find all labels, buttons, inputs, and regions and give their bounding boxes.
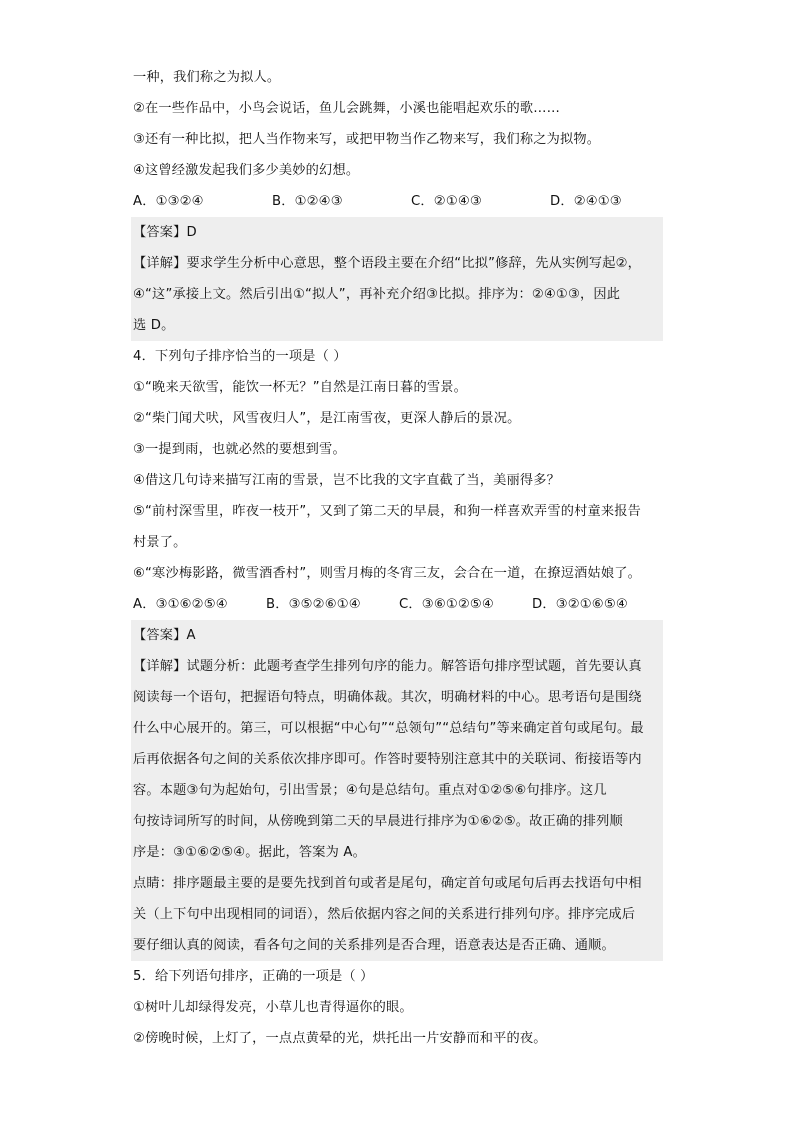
q4-line: ⑥“寒沙梅影路，微雪酒香村”，则雪月梅的冬宵三友，会合在一道，在撩逗酒姑娘了。	[133, 566, 642, 581]
q4-line: ⑤“前村深雪里，昨夜一枝开”，又到了第二天的早晨，和狗一样喜欢弄雪的村童来报告	[133, 504, 642, 519]
q4-line: ③一提到雨，也就必然的要想到雪。	[133, 442, 346, 457]
q3-line: ④这曾经激发起我们多少美妙的幻想。	[133, 163, 360, 178]
document-page	[133, 62, 663, 1054]
q4-option-d: D．③②①⑥⑤④	[532, 597, 628, 612]
q4-detail-line: 容。本题③句为起始句，引出雪景；④句是总结句。重点对①②⑤⑥句排序。这几	[133, 783, 607, 798]
q3-options	[133, 186, 663, 217]
q4-detail-line: 后再依据各句之间的关系依次排序即可。作答时要特别注意其中的关联词、衔接语等内	[133, 752, 642, 767]
q3-answer-block	[131, 217, 663, 341]
q4-line: ②“柴门闻犬吠，风雪夜归人”，是江南雪夜，更深人静后的景况。	[133, 411, 521, 426]
q3-line: ③还有一种比拟，把人当作物来写，或把甲物当作乙物来写，我们称之为拟物。	[133, 132, 601, 147]
q3-answer: 【答案】D	[133, 225, 197, 240]
q4-answer-block	[131, 620, 663, 961]
q4-answer: 【答案】A	[133, 628, 196, 643]
q4-detail-line: 要仔细认真的阅读，看各句之间的关系排列是否合理，语意表达是否正确、通顺。	[133, 938, 615, 953]
q4-detail-line: 【详解】试题分析：此题考查学生排列句序的能力。解答语句排序型试题，首先要认真	[133, 659, 642, 674]
q3-option-b: B．①②④③	[272, 194, 343, 209]
q3-line: 一种，我们称之为拟人。	[133, 70, 281, 85]
q4-title: 4．下列句子排序恰当的一项是（ ）	[133, 349, 347, 364]
q3-detail-line: 【详解】要求学生分析中心意思，整个语段主要在介绍“比拟”修辞，先从实例写起②，	[133, 256, 642, 271]
q4-option-a: A．③①⑥②⑤④	[133, 597, 228, 612]
q3-option-c: C．②①④③	[411, 194, 482, 209]
q4-line: ①“晚来天欲雪，能饮一杯无？”自然是江南日暮的雪景。	[133, 380, 467, 395]
q4-detail-line: 点睛：排序题最主要的是要先找到首句或者是尾句，确定首句或尾句后再去找语句中相	[133, 876, 642, 891]
q4-option-c: C．③⑥①②⑤④	[399, 597, 494, 612]
q3-detail-line: 选 D。	[133, 318, 175, 333]
q4-detail-line: 关（上下句中出现相同的词语），然后依据内容之间的关系进行排列句序。排序完成后	[133, 907, 636, 922]
q5-line: ②傍晚时候，上灯了，一点点黄晕的光，烘托出一片安静而和平的夜。	[133, 1031, 547, 1046]
q4-detail-line: 句按诗词所写的时间，从傍晚到第二天的早晨进行排序为①⑥②⑤。故正确的排列顺	[133, 814, 623, 829]
q4-line: 村景了。	[133, 535, 187, 550]
q4-detail-line: 什么中心展开的。第三，可以根据“中心句”“总领句”“总结句”等来确定首句或尾句。最	[133, 721, 644, 736]
q4-options	[133, 589, 663, 620]
q5-line: ①树叶儿却绿得发亮，小草儿也青得逼你的眼。	[133, 1000, 413, 1015]
q3-detail-line: ④“这”承接上文。然后引出①“拟人”，再补充介绍③比拟。排序为：②④①③，因此	[133, 287, 621, 302]
q4-option-b: B．③⑤②⑥①④	[266, 597, 361, 612]
q4-detail-line: 阅读每一个语句，把握语句特点，明确体裁。其次，明确材料的中心。思考语句是围绕	[133, 690, 642, 705]
q4-line: ④借这几句诗来描写江南的雪景，岂不比我的文字直截了当，美丽得多？	[133, 473, 561, 488]
q3-option-a: A．①③②④	[133, 194, 204, 209]
q4-detail-line: 序是：③①⑥②⑤④。据此，答案为 A。	[133, 845, 367, 860]
q3-line: ②在一些作品中，小鸟会说话，鱼儿会跳舞，小溪也能唱起欢乐的歌……	[133, 101, 561, 116]
q3-option-d: D．②④①③	[550, 194, 622, 209]
q5-title: 5．给下列语句排序，正确的一项是（ ）	[133, 969, 374, 984]
